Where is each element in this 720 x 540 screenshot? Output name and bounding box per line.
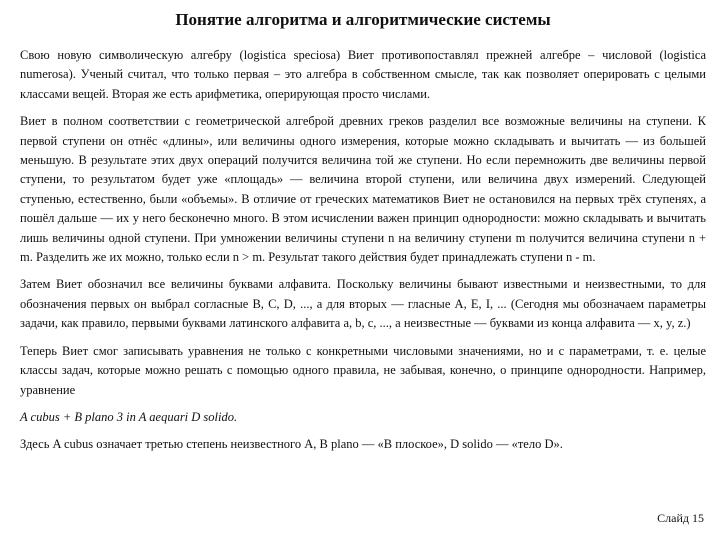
- formula: A cubus + B plano 3 in A aequari D solido.: [20, 409, 238, 424]
- paragraph-1: Свою новую символическую алгебру (logistica speciosa) Виет противопоставлял прежней алгебре – числовой (logistica numerosa). Ученый считал, что только первая – это алгебра в собственном смысле, так как позволяет оперировать с целыми классами вещей. Вторая же есть арифметика, оперирующая просто числами.: [20, 48, 706, 101]
- slide-number: Слайд 15: [657, 511, 704, 525]
- slide-title: Понятие алгоритма и алгоритмические системы: [175, 10, 551, 29]
- paragraph-4: Теперь Виет смог записывать уравнения не только с конкретными числовыми значениями, но и с параметрами, т. е. целые классы задач, которые можно решать с помощью одного правила, не забывая, конечно, о принципе однородности. Например, уравнение: [20, 343, 706, 397]
- paragraph-3: Затем Виет обозначил все величины буквами алфавита. Поскольку величины бывают известными и неизвестными, то для обозначения первых он выбрал согласные B, C, D, ..., а для вторых — гласные A, E, I, ... (Сегодня мы обозначаем параметры задачи, как правило, первыми буквами латинского алфавита a, b, c, ..., а неизвестные — буквами из конца алфавита — x, y, z.): [20, 277, 706, 331]
- paragraph-5: Здесь A cubus означает третью степень неизвестного A, B plano — «B плоское», D solido — «тело D».: [20, 437, 563, 452]
- paragraph-2: Виет в полном соответствии с геометрической алгеброй древних греков разделил все возможные величины на ступени. К первой ступени он отнёс «длины», или величины одного измерения, которые можно складывать и вычитать — из большей меньшую. В результате этих двух операций получится величина той же ступени. Но если перемножить две величины первой ступени, то результатом будет уже «площадь» — величина второй ступени, или величина двух измерений. Следующей ступенью, естественно, были «объемы». В отличие от греческих математиков Виет не остановился на первых трёх ступенях, а пошёл дальше — их у него бесконечно много. В этом исчислении важен принцип однородности: можно складывать и вычитать лишь величины одной ступени. При умножении величины ступени n на величину ступени m получится величина ступени n + m. Разделить же их можно, только если n > m. Результат такого действия будет принадлежать ступени n - m.: [20, 114, 706, 265]
